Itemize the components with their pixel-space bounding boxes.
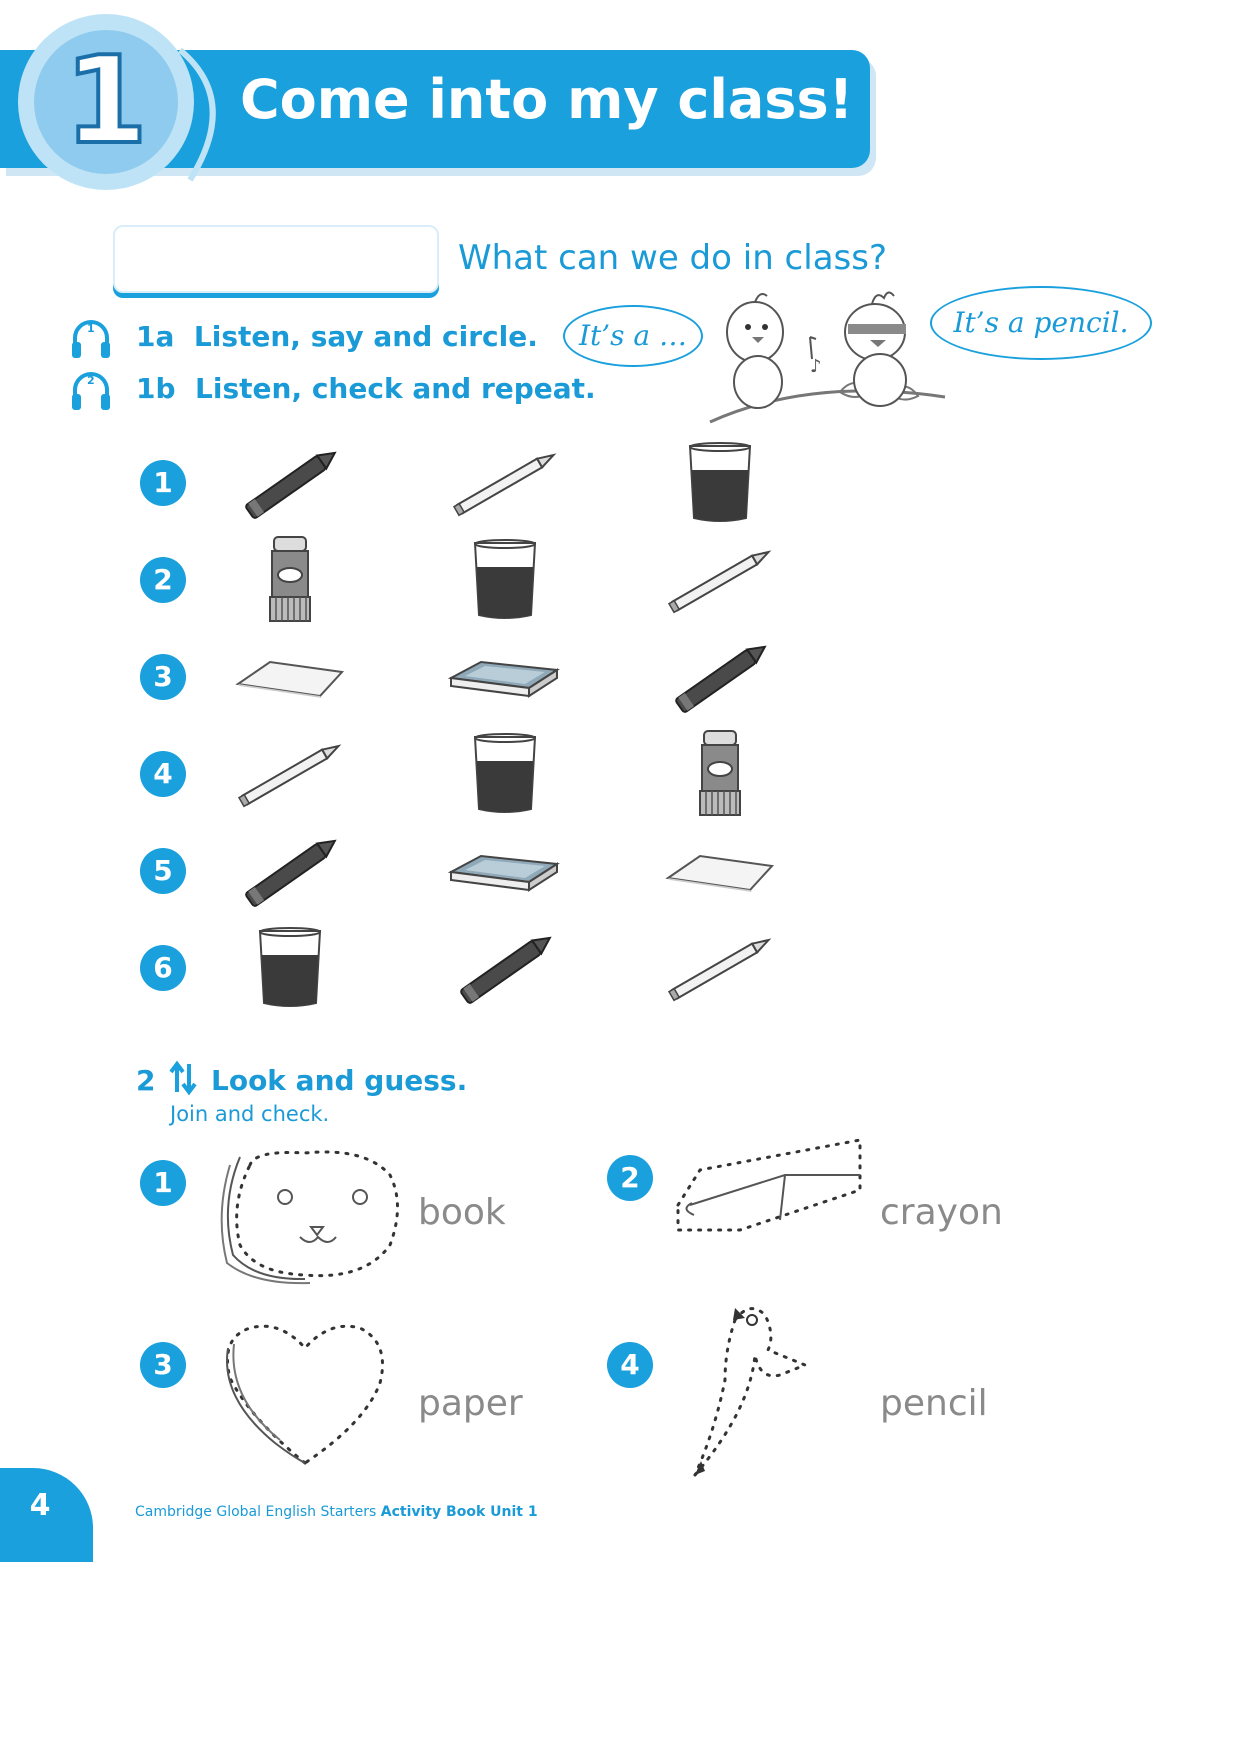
page-number: 4: [29, 1488, 51, 1523]
paper-icon[interactable]: [660, 826, 780, 916]
instruction-number: 1a: [136, 320, 175, 353]
pencil-icon[interactable]: [660, 923, 780, 1013]
dotted-heart-icon[interactable]: [220, 1318, 395, 1468]
word-label[interactable]: paper: [418, 1383, 523, 1424]
instruction-1a: [136, 320, 538, 353]
footer-series: Cambridge Global English Starters: [135, 1504, 377, 1520]
crayon-icon[interactable]: [230, 826, 350, 916]
exercise-number: 2: [136, 1064, 156, 1097]
word-label[interactable]: crayon: [880, 1192, 1003, 1233]
row-number-badge: 1: [140, 460, 186, 506]
row-number-badge: 5: [140, 848, 186, 894]
pair-work-arrows-icon: [169, 1060, 197, 1096]
birds-illustration-icon: [690, 282, 960, 432]
word-label[interactable]: pencil: [880, 1383, 988, 1424]
item-number-badge: 1: [140, 1160, 186, 1206]
lesson-question: What can we do in class?: [458, 238, 888, 278]
water-pot-icon[interactable]: [660, 438, 780, 528]
dotted-box-icon[interactable]: [670, 1135, 870, 1235]
item-number-badge: 2: [607, 1155, 653, 1201]
row-number-badge: 3: [140, 654, 186, 700]
unit-number: 1: [64, 32, 148, 171]
exercise-title: Look and guess.: [210, 1064, 468, 1097]
pencil-icon[interactable]: [660, 535, 780, 625]
item-number-badge: 3: [140, 1342, 186, 1388]
pencil-icon[interactable]: [230, 729, 350, 819]
row-number-badge: 6: [140, 945, 186, 991]
paper-icon[interactable]: [230, 632, 350, 722]
footer-credit: [135, 1504, 538, 1520]
track-number: 2: [87, 374, 95, 387]
pencil-icon[interactable]: [445, 438, 565, 528]
track-number: 1: [87, 322, 95, 335]
book-icon[interactable]: [445, 826, 565, 916]
instruction-text: Listen, check and repeat.: [195, 372, 596, 405]
footer-book: Activity Book Unit 1: [380, 1504, 538, 1520]
exercise-subtitle: Join and check.: [170, 1102, 330, 1126]
book-icon[interactable]: [445, 632, 565, 722]
crayon-icon[interactable]: [230, 438, 350, 528]
crayon-icon[interactable]: [660, 632, 780, 722]
dotted-cat-face-icon[interactable]: [215, 1145, 410, 1285]
instruction-1b: [136, 372, 596, 405]
exercise-2-heading: [136, 1060, 467, 1097]
speech-bubble-right: It’s a pencil.: [930, 286, 1152, 360]
glue-stick-icon[interactable]: [230, 535, 350, 625]
water-pot-icon[interactable]: [445, 535, 565, 625]
crayon-icon[interactable]: [445, 923, 565, 1013]
answer-box[interactable]: [113, 225, 439, 293]
svg-text:♪: ♪: [810, 356, 822, 377]
water-pot-icon[interactable]: [230, 923, 350, 1013]
item-number-badge: 4: [607, 1342, 653, 1388]
instruction-text: Listen, say and circle.: [193, 320, 538, 353]
water-pot-icon[interactable]: [445, 729, 565, 819]
speech-bubble-left: It’s a …: [563, 305, 703, 367]
glue-stick-icon[interactable]: [660, 729, 780, 819]
dotted-bird-icon[interactable]: [680, 1290, 820, 1480]
word-label[interactable]: book: [418, 1192, 506, 1233]
row-number-badge: 2: [140, 557, 186, 603]
row-number-badge: 4: [140, 751, 186, 797]
page-title: Come into my class!: [240, 68, 854, 131]
instruction-number: 1b: [136, 372, 176, 405]
